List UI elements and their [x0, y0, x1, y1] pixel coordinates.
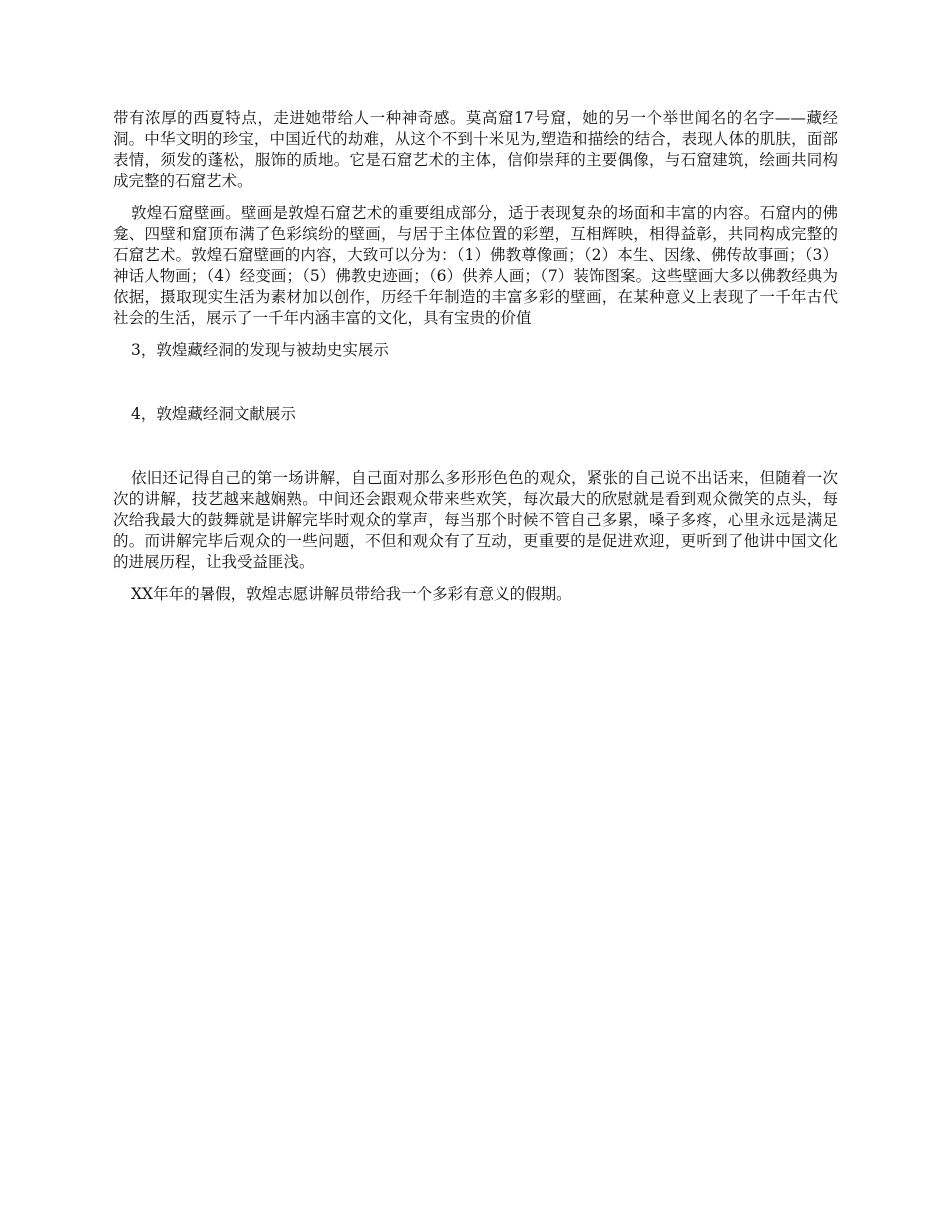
section-heading-3: 3，敦煌藏经洞的发现与被劫史实展示 — [131, 341, 389, 359]
paragraph-first-tour: 依旧还记得自己的第一场讲解，自己面对那么多形形色色的观众，紧张的自己说不出话来，但随着一次次的讲解，技艺越来越娴熟。中间还会跟观众带来些欢笑，每次最大的欣慰就是看到观众微笑的点头，每次给我最大的鼓舞就是讲解完毕时观众的掌声，每当那个时候不管自己多累，嗓子多疼，心里永远是满足的。而讲解完毕后观众的一些问题，不但和观众有了互动，更重要的是促进欢迎，更听到了他讲中国文化的进展历程，让我受益匪浅。 — [113, 469, 838, 571]
paragraph-summer-closing: XX年年的暑假，敦煌志愿讲解员带给我一个多彩有意义的假期。 — [131, 585, 572, 603]
paragraph-murals: 敦煌石窟壁画。壁画是敦煌石窟艺术的重要组成部分，适于表现复杂的场面和丰富的内容。石窟内的佛龛、四壁和窟顶布满了色彩缤纷的壁画，与居于主体位置的彩塑，互相辉映，相得益彰，共同构成完整的石窟艺术。敦煌石窟壁画的内容，大致可以分为：（1）佛教尊像画；（2）本生、因缘、佛传故事画；（3）神话人物画；（4）经变画；（5）佛教史迹画；（6）供养人画；（7）装饰图案。这些壁画大多以佛教经典为依据，摄取现实生活为素材加以创作，历经千年制造的丰富多彩的壁画，在某种意义上表现了一千年古代社会的生活，展示了一千年内涵丰富的文化，具有宝贵的价值 — [113, 204, 838, 327]
section-heading-4: 4，敦煌藏经洞文献展示 — [131, 405, 296, 423]
document-body — [113, 108, 838, 605]
paragraph-xixia-caves: 带有浓厚的西夏特点，走进她带给人一种神奇感。莫高窟17号窟，她的另一个举世闻名的名字——藏经洞。中华文明的珍宝，中国近代的劫难，从这个不到十米见为,塑造和描绘的结合，表现人体的肌肤，面部表情，须发的蓬松，服饰的质地。它是石窟艺术的主体，信仰崇拜的主要偶像，与石窟建筑，绘画共同构成完整的石窟艺术。 — [113, 109, 838, 190]
